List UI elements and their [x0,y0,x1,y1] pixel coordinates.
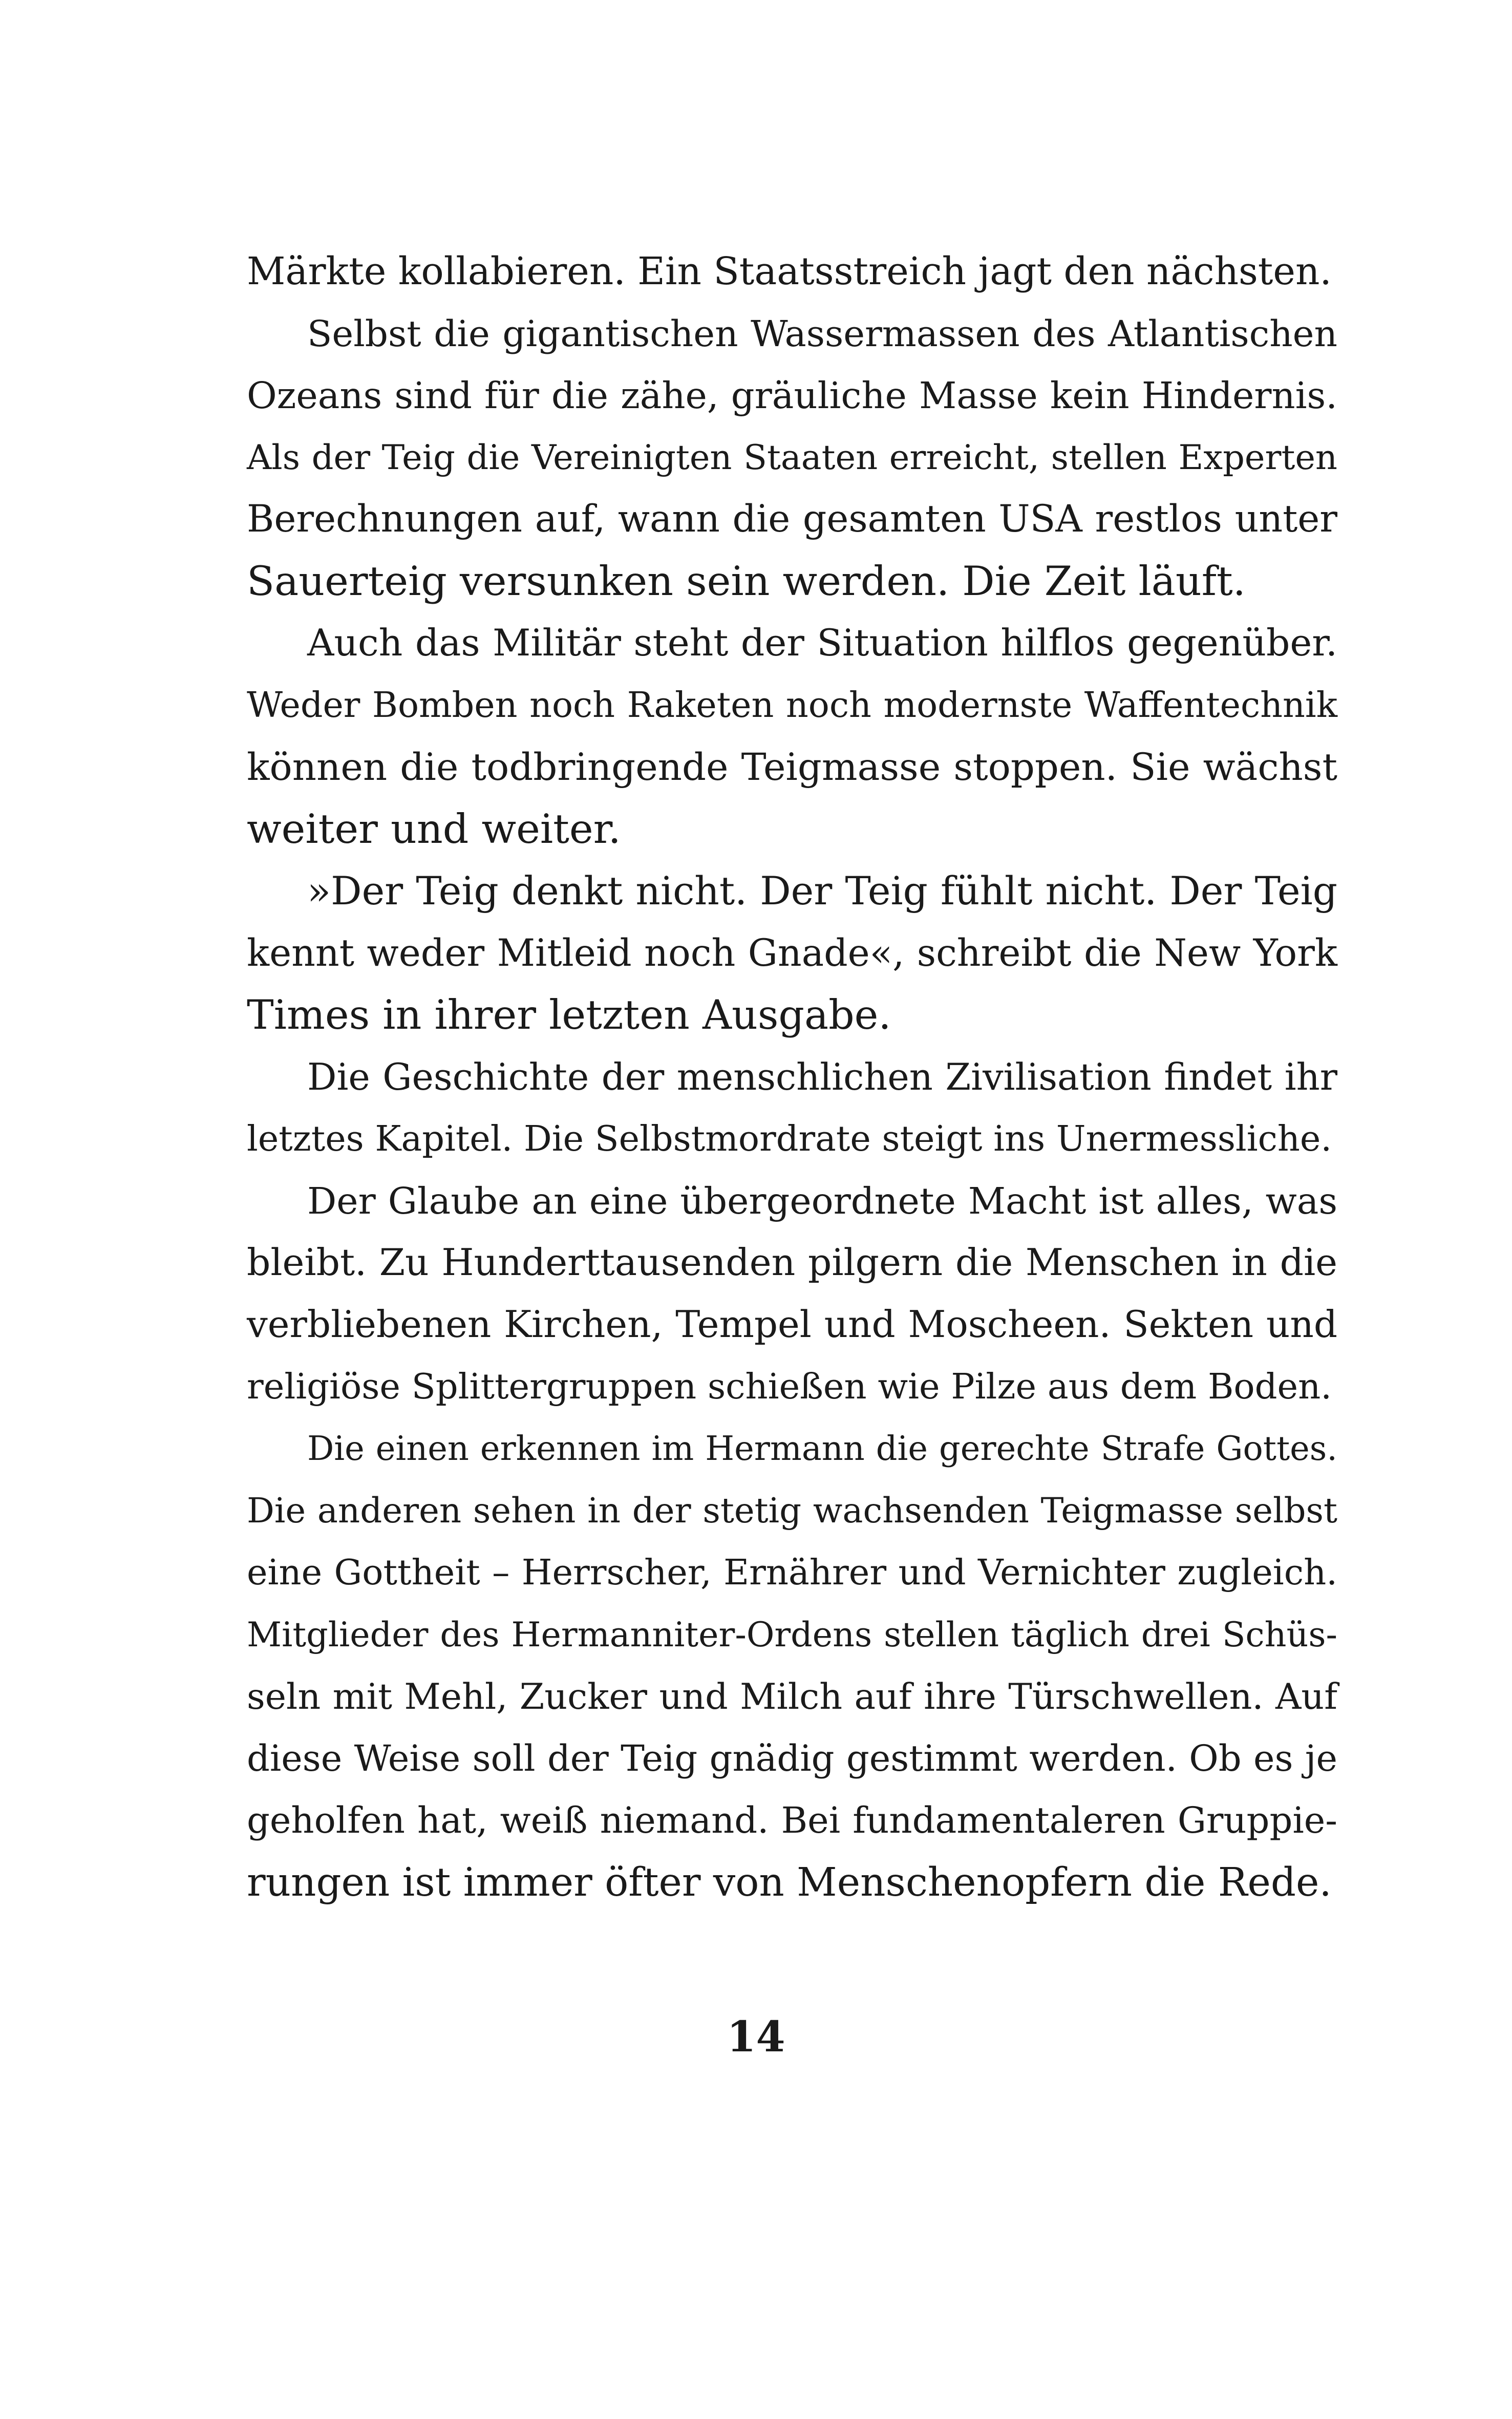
text-line: kennt weder Mitleid noch Gnade«, schreibt die New York [247,931,1337,975]
text-line: Times in ihrer letzten Ausgabe. [247,991,891,1038]
text-line: eine Gottheit – Herrscher, Ernährer und Vernichter zugleich. [247,1552,1337,1593]
body-text [247,241,1337,1914]
text-line: Als der Teig die Vereinigten Staaten erreicht, stellen Experten [247,437,1337,477]
text-line: bleibt. Zu Hunderttausenden pilgern die Menschen in die [247,1241,1337,1284]
text-line: verbliebenen Kirchen, Tempel und Moscheen. Sekten und [247,1303,1337,1346]
text-line: Auch das Militär steht der Situation hilflos gegenüber. [307,622,1337,665]
text-line: Weder Bomben noch Raketen noch modernste Waffentechnik [247,685,1337,726]
text-line: »Der Teig denkt nicht. Der Teig fühlt nicht. Der Teig [307,868,1337,914]
text-line: weiter und weiter. [247,805,621,853]
text-line: Die Geschichte der menschlichen Zivilisation findet ihr [307,1055,1337,1098]
text-line: Die anderen sehen in der stetig wachsenden Teigmasse selbst [247,1491,1337,1531]
text-line: seln mit Mehl, Zucker und Milch auf ihre Türschwellen. Auf [247,1676,1337,1717]
text-line: letztes Kapitel. Die Selbstmordrate steigt ins Unermessliche. [247,1119,1332,1159]
text-line: Ozeans sind für die zähe, gräuliche Masse kein Hindernis. [247,374,1337,417]
text-line: religiöse Splittergruppen schießen wie Pilze aus dem Boden. [247,1366,1332,1407]
text-line: Mitglieder des Hermanniter-Ordens stellen täglich drei Schüs- [247,1615,1337,1654]
page-number: 14 [727,2012,785,2062]
text-line: diese Weise soll der Teig gnädig gestimmt werden. Ob es je [247,1737,1337,1779]
text-line: rungen ist immer öfter von Menschenopfern die Rede. [247,1860,1332,1905]
text-line: geholfen hat, weiß niemand. Bei fundamentaleren Gruppie- [247,1799,1337,1841]
text-line: Die einen erkennen im Hermann die gerechte Strafe Gottes. [307,1429,1337,1468]
text-line: Märkte kollabieren. Ein Staatsstreich jagt den nächsten. [247,250,1332,293]
text-line: Selbst die gigantischen Wassermassen des Atlantischen [307,312,1337,355]
text-line: Berechnungen auf, wann die gesamten USA restlos unter [247,498,1337,541]
text-line: Der Glaube an eine übergeordnete Macht ist alles, was [307,1180,1337,1222]
text-line: Sauerteig versunken sein werden. Die Zeit läuft. [247,558,1246,605]
text-line: können die todbringende Teigmasse stoppen. Sie wächst [247,746,1337,789]
